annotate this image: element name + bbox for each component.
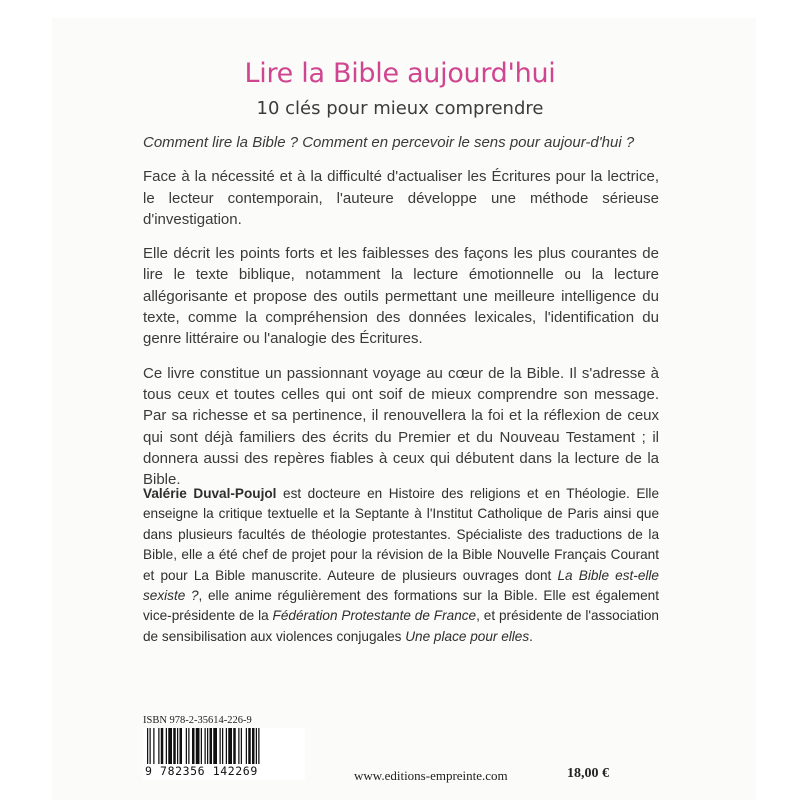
barcode-bar — [168, 728, 172, 768]
barcode-digits: 9 782356 142269 — [145, 764, 258, 778]
barcode-bar — [177, 728, 178, 768]
barcode-bar — [188, 728, 189, 768]
bio-association: Une place pour elles — [405, 628, 530, 644]
barcode-bar — [205, 728, 206, 768]
barcode-bar — [246, 728, 247, 768]
barcode-bar — [210, 728, 213, 768]
bio-federation: Fédération Protestante de France — [272, 608, 477, 624]
barcode-bars — [143, 728, 305, 768]
barcode-bar — [241, 728, 242, 768]
barcode-bar — [192, 728, 195, 768]
bio-text-1: est docteure en Histoire des religions et en Théologie. Elle enseigne la critique textuelle et la Septante à l'Institut Catholique de Paris ainsi que dans plusieurs facultés de théologie protestantes. Spécialiste des traductions de la Bible, elle a été chef de projet pour la révision de la Bible Nouvelle Français Courant et pour La Bible manuscrite. Auteure de plusieurs ouvrages dont — [143, 486, 660, 583]
barcode-bar — [186, 728, 187, 768]
barcode-bar — [158, 728, 159, 768]
barcode-bar — [248, 728, 251, 768]
barcode-bar — [201, 728, 202, 768]
blurb — [143, 132, 659, 503]
barcode-bar — [207, 728, 208, 768]
book-subtitle: 10 clés pour mieux comprendre — [256, 98, 544, 119]
book-title: Lire la Bible aujourd'hui — [244, 58, 556, 89]
barcode-bar — [196, 728, 200, 768]
bio-text-2: , elle anime régulièrement des formations sur la Bible. Elle est également vice-présidente de la — [143, 588, 659, 624]
author-bio-paragraph — [143, 484, 659, 647]
barcode-bar — [220, 728, 221, 768]
author-name: Valérie Duval-Poujol — [143, 486, 277, 501]
blurb-paragraph-2: Elle décrit les points forts et les faiblesses des façons les plus courantes de lire le texte biblique, notamment la lecture émotionnelle ou la lecture allégorisante et propose des outils permettant une meilleure intelligence du texte, comme la compréhension des données lexicales, l'identification du genre littéraire ou l'analogie des Écritures. — [143, 245, 659, 348]
barcode-bar — [238, 728, 239, 768]
author-bio — [143, 484, 659, 660]
barcode-bar — [161, 728, 164, 768]
publisher-website: www.editions-empreinte.com — [354, 768, 508, 783]
barcode-bar — [213, 728, 217, 768]
barcode-bar — [226, 728, 227, 768]
barcode-bar — [256, 728, 257, 768]
isbn-label: ISBN 978-2-35614-226-9 — [143, 715, 252, 726]
barcode-bar — [173, 728, 176, 768]
barcode-bar — [233, 728, 236, 768]
blurb-paragraph-1: Face à la nécessité et à la difficulté d'actualiser les Écritures pour la lectrice, le lecteur contemporain, l'auteure développe une méthode sérieuse d'investigation. — [143, 168, 659, 228]
blurb-paragraph-3: Ce livre constitue un passionnant voyage au cœur de la Bible. Il s'adresse à tous ceux et toutes celles qui ont soif de mieux comprendre son message. Par sa richesse et sa pertinence, il renouvellera la foi et la réflexion de ceux qui sont déjà familiers des écrits du Premier et du Nouveau Testament ; il donnera aussi des repères fiables à ceux qui débutent dans la lecture de la Bible. — [143, 364, 659, 489]
barcode-bar — [166, 728, 167, 768]
barcode-bar — [153, 728, 154, 768]
barcode-bar — [228, 728, 232, 768]
barcode-bar — [258, 728, 259, 768]
barcode-bar — [222, 728, 223, 768]
price-label: 18,00 € — [567, 766, 609, 781]
intro-question: Comment lire la Bible ? Comment en percevoir le sens pour aujour-d'hui ? — [143, 134, 635, 151]
bio-text-3: , et présidente de l'association de sensibilisation aux violences conjugales — [143, 608, 659, 644]
barcode-bar — [252, 728, 255, 768]
barcode-bar — [150, 728, 151, 768]
barcode-bar — [147, 728, 148, 768]
bio-text-4: . — [529, 628, 533, 644]
bio-book-title: La Bible est-elle sexiste ? — [143, 567, 659, 604]
barcode-bar — [180, 728, 183, 768]
